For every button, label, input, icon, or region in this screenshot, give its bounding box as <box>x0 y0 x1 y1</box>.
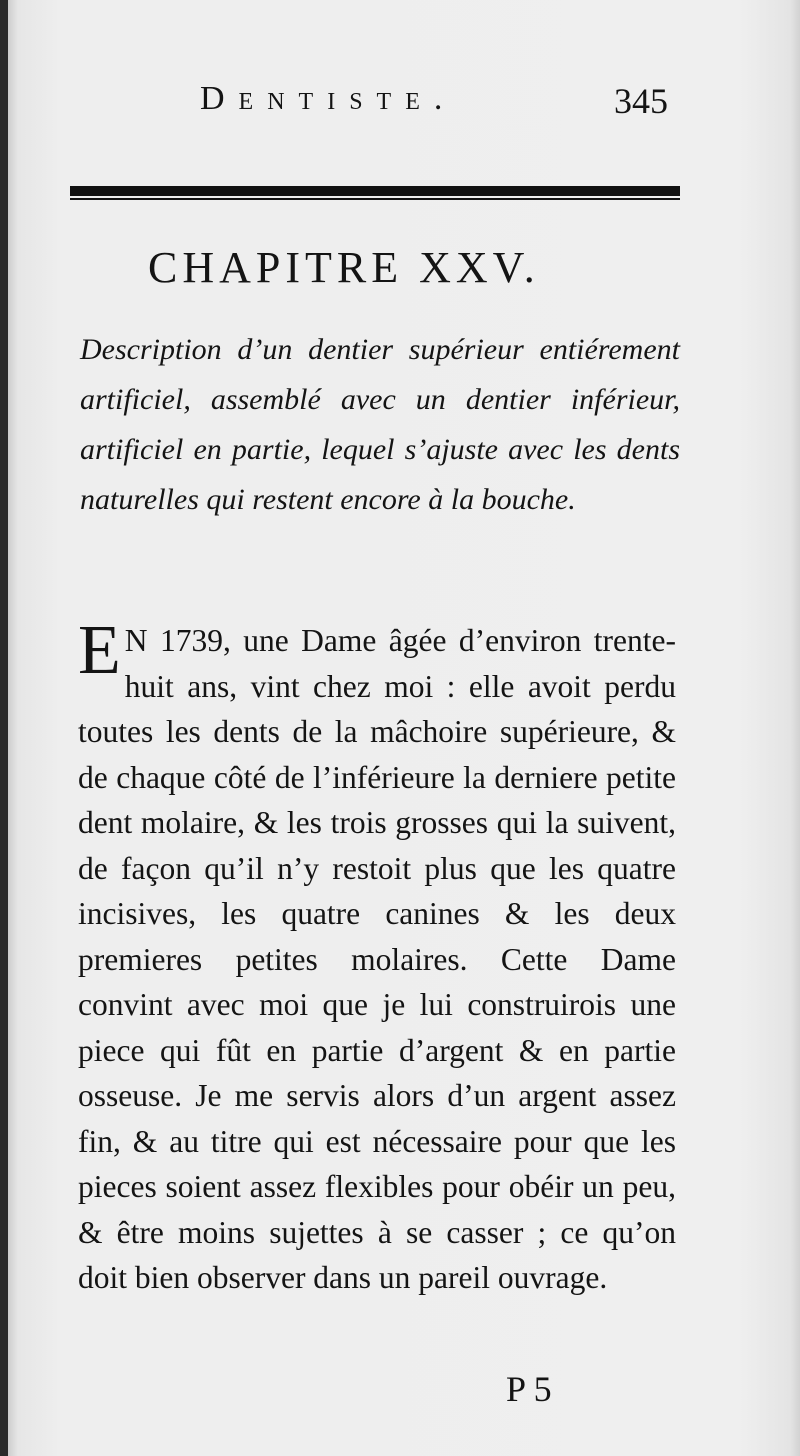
running-head: Dentiste. <box>200 80 457 117</box>
chapter-description: Description d’un dentier supérieur entiérement artificiel, assemblé avec un dentier inférieur, artificiel en partie, lequel s’ajuste avec les dents naturelles qui restent encore à la bouche. <box>80 333 680 516</box>
header-rule <box>70 186 680 196</box>
header-rule-thin <box>70 198 680 200</box>
drop-cap: E <box>78 612 121 689</box>
page-gutter-edge <box>0 0 8 1456</box>
page-number: 345 <box>614 81 668 121</box>
chapter-heading: CHAPITRE XXV. <box>148 243 540 292</box>
body-paragraph <box>78 612 676 1301</box>
body-paragraph-text: N 1739, une Dame âgée d’environ trente-huit ans, vint chez moi : elle avoit perdu toutes les dents de la mâchoire supérieure, & de chaque côté de l’inférieure la derniere petite dent molaire, & les trois grosses qui la suivent, de façon qu’il n’y restoit plus que les quatre incisives, les quatre canines & les deux premieres petites molaires. Cette Dame convint avec moi que je lui construirois une piece qui fût en partie d’argent & en partie osseuse. Je me servis alors d’un argent assez fin, & au titre qui est nécessaire pour que les pieces soient assez flexibles pour obéir un peu, & être moins sujettes à se casser ; ce qu’on doit bien observer dans un pareil ouvrage. <box>78 623 676 1295</box>
signature-mark: P 5 <box>506 1369 552 1409</box>
